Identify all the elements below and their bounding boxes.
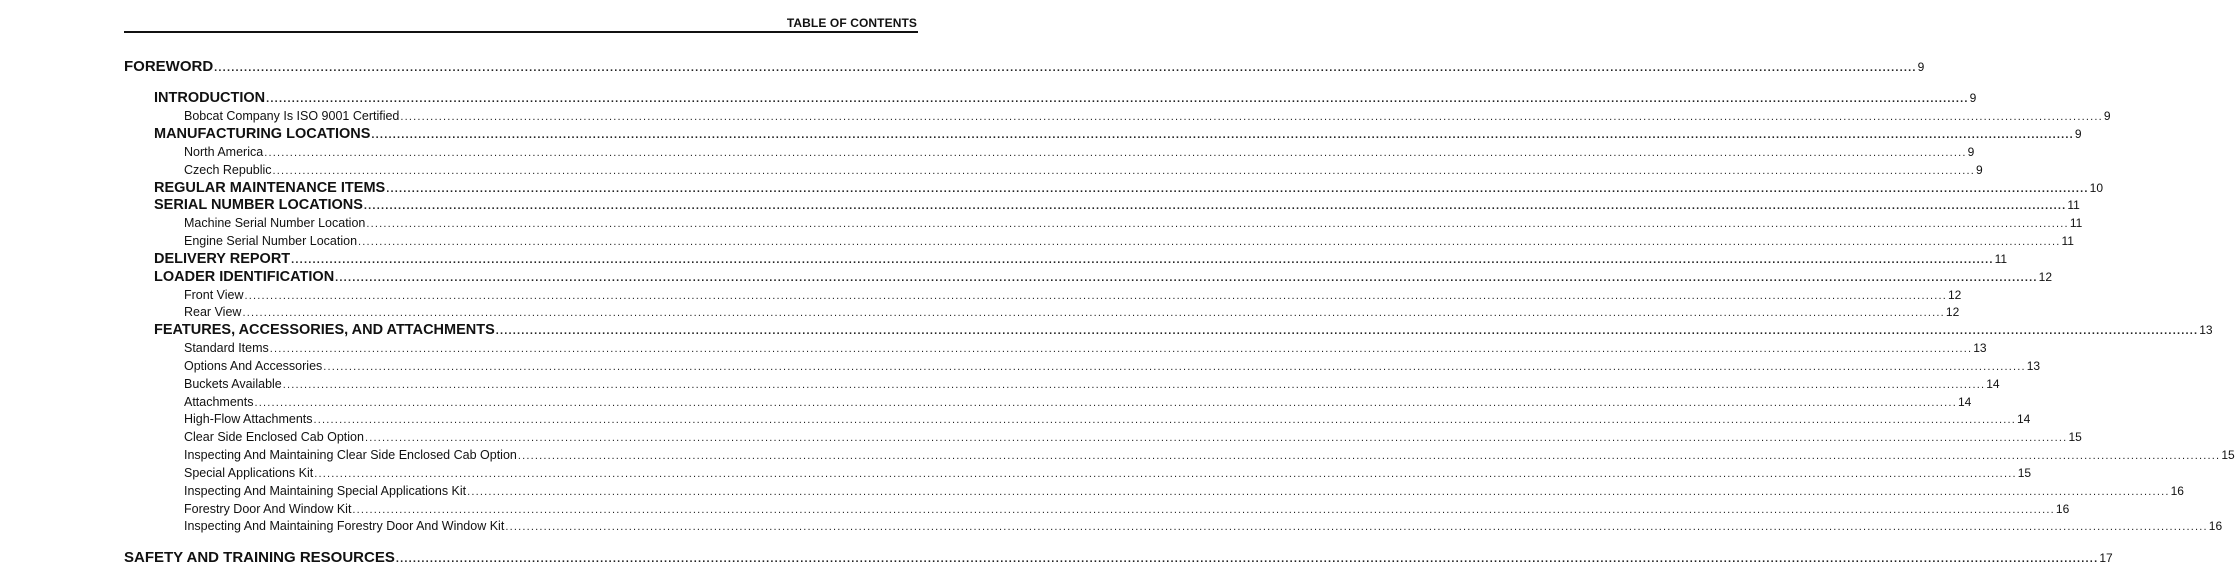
dot-leader: ................................................................................................................................................................................................................................................................................................................................................................................................................ bbox=[358, 236, 2061, 248]
dot-leader: ................................................................................................................................................................................................................................................................................................................................................................................................................ bbox=[272, 165, 1976, 177]
toc-entry[interactable] bbox=[124, 549, 2113, 566]
toc-entry[interactable] bbox=[154, 180, 2104, 196]
toc-entry[interactable] bbox=[184, 216, 2083, 230]
toc-page-number: 16 bbox=[2055, 502, 2070, 516]
toc-entry[interactable] bbox=[154, 269, 2052, 285]
toc-page-number: 13 bbox=[1973, 341, 1987, 355]
toc-page-number: 16 bbox=[2170, 484, 2184, 498]
dot-leader: ................................................................................................................................................................................................................................................................................................................................................................................................................ bbox=[291, 254, 1994, 266]
toc-page-number: 16 bbox=[2208, 519, 2223, 533]
toc-entry[interactable] bbox=[124, 58, 1925, 75]
toc-entry-title: Options And Accessories bbox=[184, 359, 323, 373]
toc-entry-title: Engine Serial Number Location bbox=[184, 234, 358, 248]
dot-leader: ................................................................................................................................................................................................................................................................................................................................................................................................................ bbox=[242, 307, 1945, 319]
toc-entry-title: FEATURES, ACCESSORIES, AND ATTACHMENTS bbox=[154, 322, 495, 338]
page-header-title: TABLE OF CONTENTS bbox=[786, 16, 917, 30]
toc-page-number: 12 bbox=[2038, 270, 2052, 284]
toc-entry[interactable] bbox=[154, 90, 1977, 106]
toc-entry[interactable] bbox=[184, 466, 2032, 480]
toc-entry-title: Czech Republic bbox=[184, 163, 272, 177]
dot-leader: ................................................................................................................................................................................................................................................................................................................................................................................................................ bbox=[395, 553, 2099, 565]
dot-leader: ................................................................................................................................................................................................................................................................................................................................................................................................................ bbox=[517, 450, 2221, 462]
dot-leader: ................................................................................................................................................................................................................................................................................................................................................................................................................ bbox=[264, 147, 1967, 159]
toc-page-number: 15 bbox=[2017, 466, 2032, 480]
toc-entry[interactable] bbox=[184, 448, 2235, 462]
toc-entry-title: FOREWORD bbox=[124, 58, 214, 75]
toc-entry[interactable] bbox=[184, 359, 2041, 373]
toc-entry[interactable] bbox=[184, 377, 2000, 391]
dot-leader: ................................................................................................................................................................................................................................................................................................................................................................................................................ bbox=[400, 111, 2103, 123]
toc-entry[interactable] bbox=[184, 145, 1975, 159]
toc-entry-title: REGULAR MAINTENANCE ITEMS bbox=[154, 180, 386, 196]
toc-entry[interactable] bbox=[184, 341, 1987, 355]
dot-leader: ................................................................................................................................................................................................................................................................................................................................................................................................................ bbox=[323, 361, 2026, 373]
toc-page-number: 14 bbox=[1957, 395, 1972, 409]
dot-leader: ................................................................................................................................................................................................................................................................................................................................................................................................................ bbox=[366, 218, 2069, 230]
toc-page-number: 9 bbox=[1917, 60, 1925, 74]
toc-entry[interactable] bbox=[184, 395, 1972, 409]
toc-entry-title: Clear Side Enclosed Cab Option bbox=[184, 430, 364, 444]
dot-leader: ................................................................................................................................................................................................................................................................................................................................................................................................................ bbox=[364, 432, 2068, 444]
toc-entry-title: Front View bbox=[184, 288, 244, 302]
toc-entry-title: Standard Items bbox=[184, 341, 269, 355]
toc-entry-title: North America bbox=[184, 145, 264, 159]
toc-page-number: 17 bbox=[2099, 551, 2113, 565]
toc-entry[interactable] bbox=[184, 109, 2111, 123]
toc-entry[interactable] bbox=[154, 322, 2213, 338]
toc-page-number: 9 bbox=[1967, 145, 1975, 159]
dot-leader: ................................................................................................................................................................................................................................................................................................................................................................................................................ bbox=[244, 290, 1947, 302]
toc-entry-title: High-Flow Attachments bbox=[184, 412, 313, 426]
dot-leader: ................................................................................................................................................................................................................................................................................................................................................................................................................ bbox=[371, 129, 2074, 141]
toc-entry-title: Attachments bbox=[184, 395, 254, 409]
toc-page-number: 10 bbox=[2089, 181, 2104, 195]
dot-leader: ................................................................................................................................................................................................................................................................................................................................................................................................................ bbox=[314, 468, 2017, 480]
toc-entry[interactable] bbox=[184, 412, 2031, 426]
dot-leader: ................................................................................................................................................................................................................................................................................................................................................................................................................ bbox=[363, 200, 2067, 212]
toc-entry[interactable] bbox=[184, 502, 2070, 516]
toc-entry-title: Special Applications Kit bbox=[184, 466, 314, 480]
toc-entry[interactable] bbox=[154, 126, 2082, 142]
toc-entry-title: Bobcat Company Is ISO 9001 Certified bbox=[184, 109, 400, 123]
toc-entry[interactable] bbox=[184, 163, 1983, 177]
toc-page-number: 9 bbox=[2103, 109, 2111, 123]
toc-entry-title: INTRODUCTION bbox=[154, 90, 266, 106]
header-divider bbox=[124, 31, 918, 33]
toc-page-number: 14 bbox=[1986, 377, 2000, 391]
dot-leader: ................................................................................................................................................................................................................................................................................................................................................................................................................ bbox=[467, 486, 2170, 498]
dot-leader: ................................................................................................................................................................................................................................................................................................................................................................................................................ bbox=[282, 379, 1986, 391]
dot-leader: ................................................................................................................................................................................................................................................................................................................................................................................................................ bbox=[266, 93, 1969, 105]
toc-page-number: 14 bbox=[2017, 412, 2031, 426]
toc-page-number: 9 bbox=[1976, 163, 1983, 177]
toc-page-number: 9 bbox=[1969, 91, 1977, 105]
toc-entry[interactable] bbox=[154, 197, 2080, 213]
toc-page-number: 15 bbox=[2221, 448, 2235, 462]
toc-entry-title: DELIVERY REPORT bbox=[154, 251, 291, 267]
toc-entry[interactable] bbox=[184, 519, 2223, 533]
toc-entry-title: Inspecting And Maintaining Forestry Door And Window Kit bbox=[184, 519, 505, 533]
toc-entry-title: SAFETY AND TRAINING RESOURCES bbox=[124, 549, 395, 566]
dot-leader: ................................................................................................................................................................................................................................................................................................................................................................................................................ bbox=[254, 397, 1957, 409]
dot-leader: ................................................................................................................................................................................................................................................................................................................................................................................................................ bbox=[269, 343, 1973, 355]
toc-entry-title: Inspecting And Maintaining Clear Side Enclosed Cab Option bbox=[184, 448, 517, 462]
toc-page-number: 11 bbox=[2067, 198, 2080, 212]
toc-entry[interactable] bbox=[184, 305, 1960, 319]
toc-page-number: 12 bbox=[1947, 288, 1962, 302]
toc-entry-title: Forestry Door And Window Kit bbox=[184, 502, 352, 516]
toc-entry-title: Buckets Available bbox=[184, 377, 282, 391]
dot-leader: ................................................................................................................................................................................................................................................................................................................................................................................................................ bbox=[386, 183, 2089, 195]
dot-leader: ................................................................................................................................................................................................................................................................................................................................................................................................................ bbox=[505, 521, 2208, 533]
toc-entry[interactable] bbox=[184, 234, 2074, 248]
toc-page-number: 13 bbox=[2026, 359, 2041, 373]
toc-entry-title: SERIAL NUMBER LOCATIONS bbox=[154, 197, 363, 213]
dot-leader: ................................................................................................................................................................................................................................................................................................................................................................................................................ bbox=[495, 325, 2199, 337]
toc-page-number: 9 bbox=[2074, 127, 2082, 141]
toc-page-number: 15 bbox=[2068, 430, 2082, 444]
toc-entry-title: Machine Serial Number Location bbox=[184, 216, 366, 230]
dot-leader: ................................................................................................................................................................................................................................................................................................................................................................................................................ bbox=[352, 504, 2055, 516]
toc-entry[interactable] bbox=[184, 430, 2082, 444]
toc-entry-title: LOADER IDENTIFICATION bbox=[154, 269, 335, 285]
toc-entry[interactable] bbox=[184, 288, 1962, 302]
dot-leader: ................................................................................................................................................................................................................................................................................................................................................................................................................ bbox=[214, 62, 1917, 74]
toc-page-number: 12 bbox=[1945, 305, 1960, 319]
dot-leader: ................................................................................................................................................................................................................................................................................................................................................................................................................ bbox=[313, 414, 2016, 426]
toc-page-number: 11 bbox=[2069, 216, 2083, 230]
toc-entry-title: Rear View bbox=[184, 305, 242, 319]
toc-page-number: 13 bbox=[2199, 323, 2213, 337]
toc-page-number: 11 bbox=[1994, 252, 2008, 266]
dot-leader: ................................................................................................................................................................................................................................................................................................................................................................................................................ bbox=[335, 272, 2038, 284]
toc-entry-title: MANUFACTURING LOCATIONS bbox=[154, 126, 371, 142]
toc-entry-title: Inspecting And Maintaining Special Applications Kit bbox=[184, 484, 467, 498]
toc-entry[interactable] bbox=[184, 484, 2184, 498]
toc-page-number: 11 bbox=[2061, 234, 2074, 248]
toc-entry[interactable] bbox=[154, 251, 2008, 267]
